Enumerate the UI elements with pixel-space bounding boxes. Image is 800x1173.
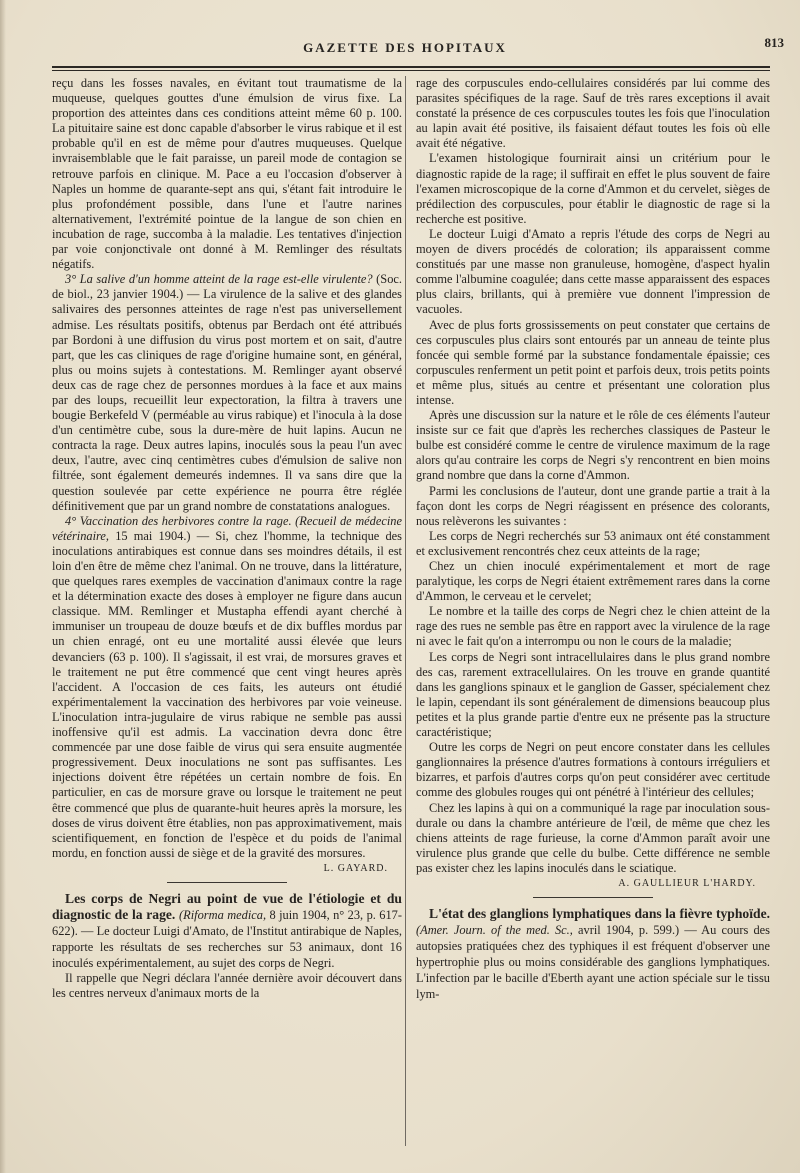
page-number: 813 — [764, 35, 784, 50]
paragraph: Les corps de Negri sont intracellulaires dans le plus grand nombre des cas, rarement extracellulaires. On les trouve en grande quantité dans les ganglions spinaux et le ganglion de Gasser, spécialement chez le lapin, cependant ils sont généralement de dimensions beaucoup plus petites et la plus grande partie d'entre eux ne présente pas la structure caractéristique; — [416, 649, 770, 740]
section-text: (Soc. de biol., 23 janvier 1904.) — La virulence de la salive et des glandes salivaires des personnes atteintes de rage n'est pas universellement admise. Les résultats positifs, obtenus par Berdach ont été attribués par Bordoni à une diffusion du virus post mortem et on sait, d'autre part, que les cas cliniques de rage d'origine humaine sont, en général, plus ou moins sujets à contestations. M. Remlinger ayant observé deux cas de rage chez de personnes mordues à la face et aux mains par des loups, recueillit leur expectoration, la filtra à travers une bougie Berkefeld V (perméable au virus rabique) et l'inocula à la dose d'un centimètre cube, sous la dure-mère de huit lapins. Aucun ne contracta la rage. Deux autres lapins, inoculés sous la peau l'un avec deux, l'autre, avec cinq centimètres cubes d'émulsion de salive non filtrée, sont également demeurés indemnes. Il va sans dire que la question soulevée par cette expérience ne pourra être réglée définitivement que par un grand nombre de constatations analogues. — [52, 272, 402, 513]
author-signature: L. GAYARD. — [323, 862, 388, 874]
header-rule-thin — [52, 70, 770, 71]
left-column — [52, 76, 402, 1001]
section-heading: 4° Vaccination des herbivores contre la rage. — [65, 513, 292, 528]
article-typhoid — [416, 906, 770, 1002]
paragraph: Chez un chien inoculé expérimentalement et mort de rage paralytique, les corps de Negri étaient extrêmement rares dans la corne d'Ammon, le cerveau et le cervelet; — [416, 559, 770, 604]
article-title: L'état des glanglions lymphatiques dans la fièvre typhoïde. — [429, 906, 770, 922]
article-source: (Riforma medica, — [179, 907, 267, 922]
section-source: (Recueil de médecine vétérinaire, — [52, 513, 402, 543]
page-edge-shadow — [0, 0, 6, 1173]
paragraph: Chez les lapins à qui on a communiqué la rage par inoculation sous-durale ou dans la chambre antérieure de l'œil, de même que chez les chiens atteints de rage furieuse, la corne d'Ammon paraît avoir une virulence plus grande que celle du bulbe. Cette différence ne semble pas exister chez les lapins inoculés dans le sciatique. — [416, 800, 770, 875]
section-text: 15 mai 1904.) — Si, chez l'homme, la technique des inoculations antirabiques est connue dans ses moindres détails, il est loin d'en être de même chez l'animal. On ne trouve, dans la littérature, que quelques rares exemples de vaccination d'animaux contre la rage et la détermination exacte des doses à employer ne figure dans aucun classique. MM. Remlinger et Mustapha effendi ayant cherché à immuniser un troupeau de douze bœufs et de dix buffles mordus par un chien enragé, ont eu une mortalité aussi élevée que leurs devanciers (63 p. 100). Il s'agissait, il est vrai, de morsures graves et le traitement ne put être commencé que cent vingt heures après l'accident. A l'occasion de ces faits, les auteurs ont étudié expérimentalement la vaccination des herbivores par voie veineuse. L'inoculation intra-jugulaire de virus rabique ne semble pas aussi inoffensive qu'il est admis. La vaccination devra donc être commencée par une dose faible de virus qui sera ensuite augmentée progressivement. Deux inoculations ne sont pas suffisantes. Les injections doivent être répétées un certain nombre de fois. En particulier, en cas de morsure grave ou lorsque le traitement ne peut être commencé que plus de quarante-huit heures après la morsure, les doses de virus doivent être établies, non pas approximativement, mais scientifiquement, en fonction de l'espèce et du poids de l'animal mordu, en fonction aussi de siège et de la gravité des morsures. — [52, 528, 402, 860]
paragraph: Parmi les conclusions de l'auteur, dont une grande partie a trait à la façon dont les corps de Negri réagissent en présence des colorants, nous relèverons les suivantes : — [416, 483, 770, 528]
paragraph: rage des corpuscules endo-cellulaires considérés par lui comme des parasites spécifiques de la rage. Sauf de très rares exceptions il avait constaté la présence de ces corpuscules toutes les fois que l'inoculation au lapin avait été positive, ils faisaient défaut toutes les fois où elle avait été négative. — [416, 76, 770, 151]
paragraph: Avec de plus forts grossissements on peut constater que certains de ces corpuscules plus clairs sont entourés par un anneau de teinte plus foncée qui semble formé par la substance fondamentale épaissie; ces corpuscules renferment un petit point et parfois deux, trois petits points et même plus, situés au centre et présentant une coloration plus intense. — [416, 317, 770, 407]
column-divider — [405, 76, 406, 1146]
paragraph: Les corps de Negri recherchés sur 53 animaux ont été constamment et exclusivement rencontrés chez ceux atteints de la rage; — [416, 528, 770, 558]
article-text: avril 1904, p. 599.) — Au cours des autopsies pratiquées chez des typhiques il est fréquent d'observer une hypertrophie plus ou moins considérable des ganglions lymphatiques. L'infection par le bacille d'Eberth ayant une action spéciale sur le tissu lym- — [416, 923, 770, 1002]
paragraph: L'examen histologique fournirait ainsi un critérium pour le diagnostic rapide de la rage; il suffirait en effet le plus souvent de faire l'examen microscopique de la corne d'Ammon et du cervelet, sièges de prédilection des corpuscules, pour établir le diagnostic de rage si la recherche est positive. — [416, 151, 770, 226]
paragraph: Il rappelle que Negri déclara l'année dernière avoir découvert dans les centres nerveux d'animaux morts de la — [52, 970, 402, 1001]
article-negri — [52, 891, 402, 971]
header-rule-thick — [52, 66, 770, 68]
paragraph: Après une discussion sur la nature et le rôle de ces éléments l'auteur insiste sur ce fait que d'après les recherches classiques de Pasteur le bulbe est considéré comme le centre de virulence maximum de la rage alors qu'au contraire les corps de Negri s'y rencontrent en bien moins grand nombre que dans la corne d'Ammon. — [416, 408, 770, 483]
article-separator — [167, 882, 287, 883]
section-4 — [52, 514, 402, 861]
article-title: Les corps de Negri au point de vue de l'étiologie et du diagnostic de la rage. — [52, 890, 402, 922]
paragraph: Le nombre et la taille des corps de Negri chez le chien atteint de la rage des rues ne semble pas être en rapport avec la virulence de la rage ni avec le fait qu'on a interrompu ou non le cours de la maladie; — [416, 604, 770, 649]
right-column — [416, 76, 770, 1002]
author-signature: A. GAULLIEUR L'HARDY. — [618, 877, 756, 889]
article-separator — [533, 897, 653, 898]
article-source: (Amer. Journ. of the med. Sc., — [416, 923, 573, 938]
section-heading: 3° La salive d'un homme atteint de la rage est-elle virulente? — [65, 272, 373, 287]
section-3 — [52, 272, 402, 514]
paragraph: Le docteur Luigi d'Amato a repris l'étude des corps de Negri au moyen de divers procédés de coloration; ils apparaissent comme constitués par une masse non granuleuse, homogène, d'aspect hyalin comme l'albumine coagulée; dans cette masse apparaissent des espaces plus clairs, brillants, qui à première vue donnent l'impression de vacuoles. — [416, 226, 770, 317]
article-text: 8 juin 1904, n° 23, p. 617-622). — Le docteur Luigi d'Amato, de l'Institut antirabique de Naples, rapporte les résultats de ses recherches sur 53 animaux, dont 16 inoculés expérimentalement, au sujet des corps de Negri. — [52, 907, 402, 970]
page-header — [40, 32, 784, 62]
running-title: GAZETTE DES HOPITAUX — [303, 40, 507, 55]
paragraph: Outre les corps de Negri on peut encore constater dans les cellules ganglionnaires la présence d'autres formations à contours irréguliers et bizarres, et parfois d'autres corps qu'on peut considérer avec certitude comme des globules rouges qui ont pénétré à l'intérieur des cellules; — [416, 740, 770, 800]
paragraph: reçu dans les fosses navales, en évitant tout traumatisme de la muqueuse, quelques gouttes d'une émulsion de virus fixe. La proportion des atteintes dans ces conditions atteint même 60 p. 100. La pituitaire saine est donc capable d'absorber le virus rabique et il est probable qu'il en est de même pour d'autres muqueuses. Quelque invraisemblable que le fait paraisse, un pareil mode de contagion se retrouve parfois en clinique. M. Pace a eu l'occasion d'observer à Naples un homme de quarante-sept ans qui, s'étant fait introduire le plus profondément possible, dans l'une et l'autre narines alternativement, l'extrémité pointue de la langue de son chien en incubation de rage, succomba à la maladie. Les tentatives d'injection par voie conjonctivale ont donné à M. Remlinger des résultats négatifs. — [52, 76, 402, 272]
